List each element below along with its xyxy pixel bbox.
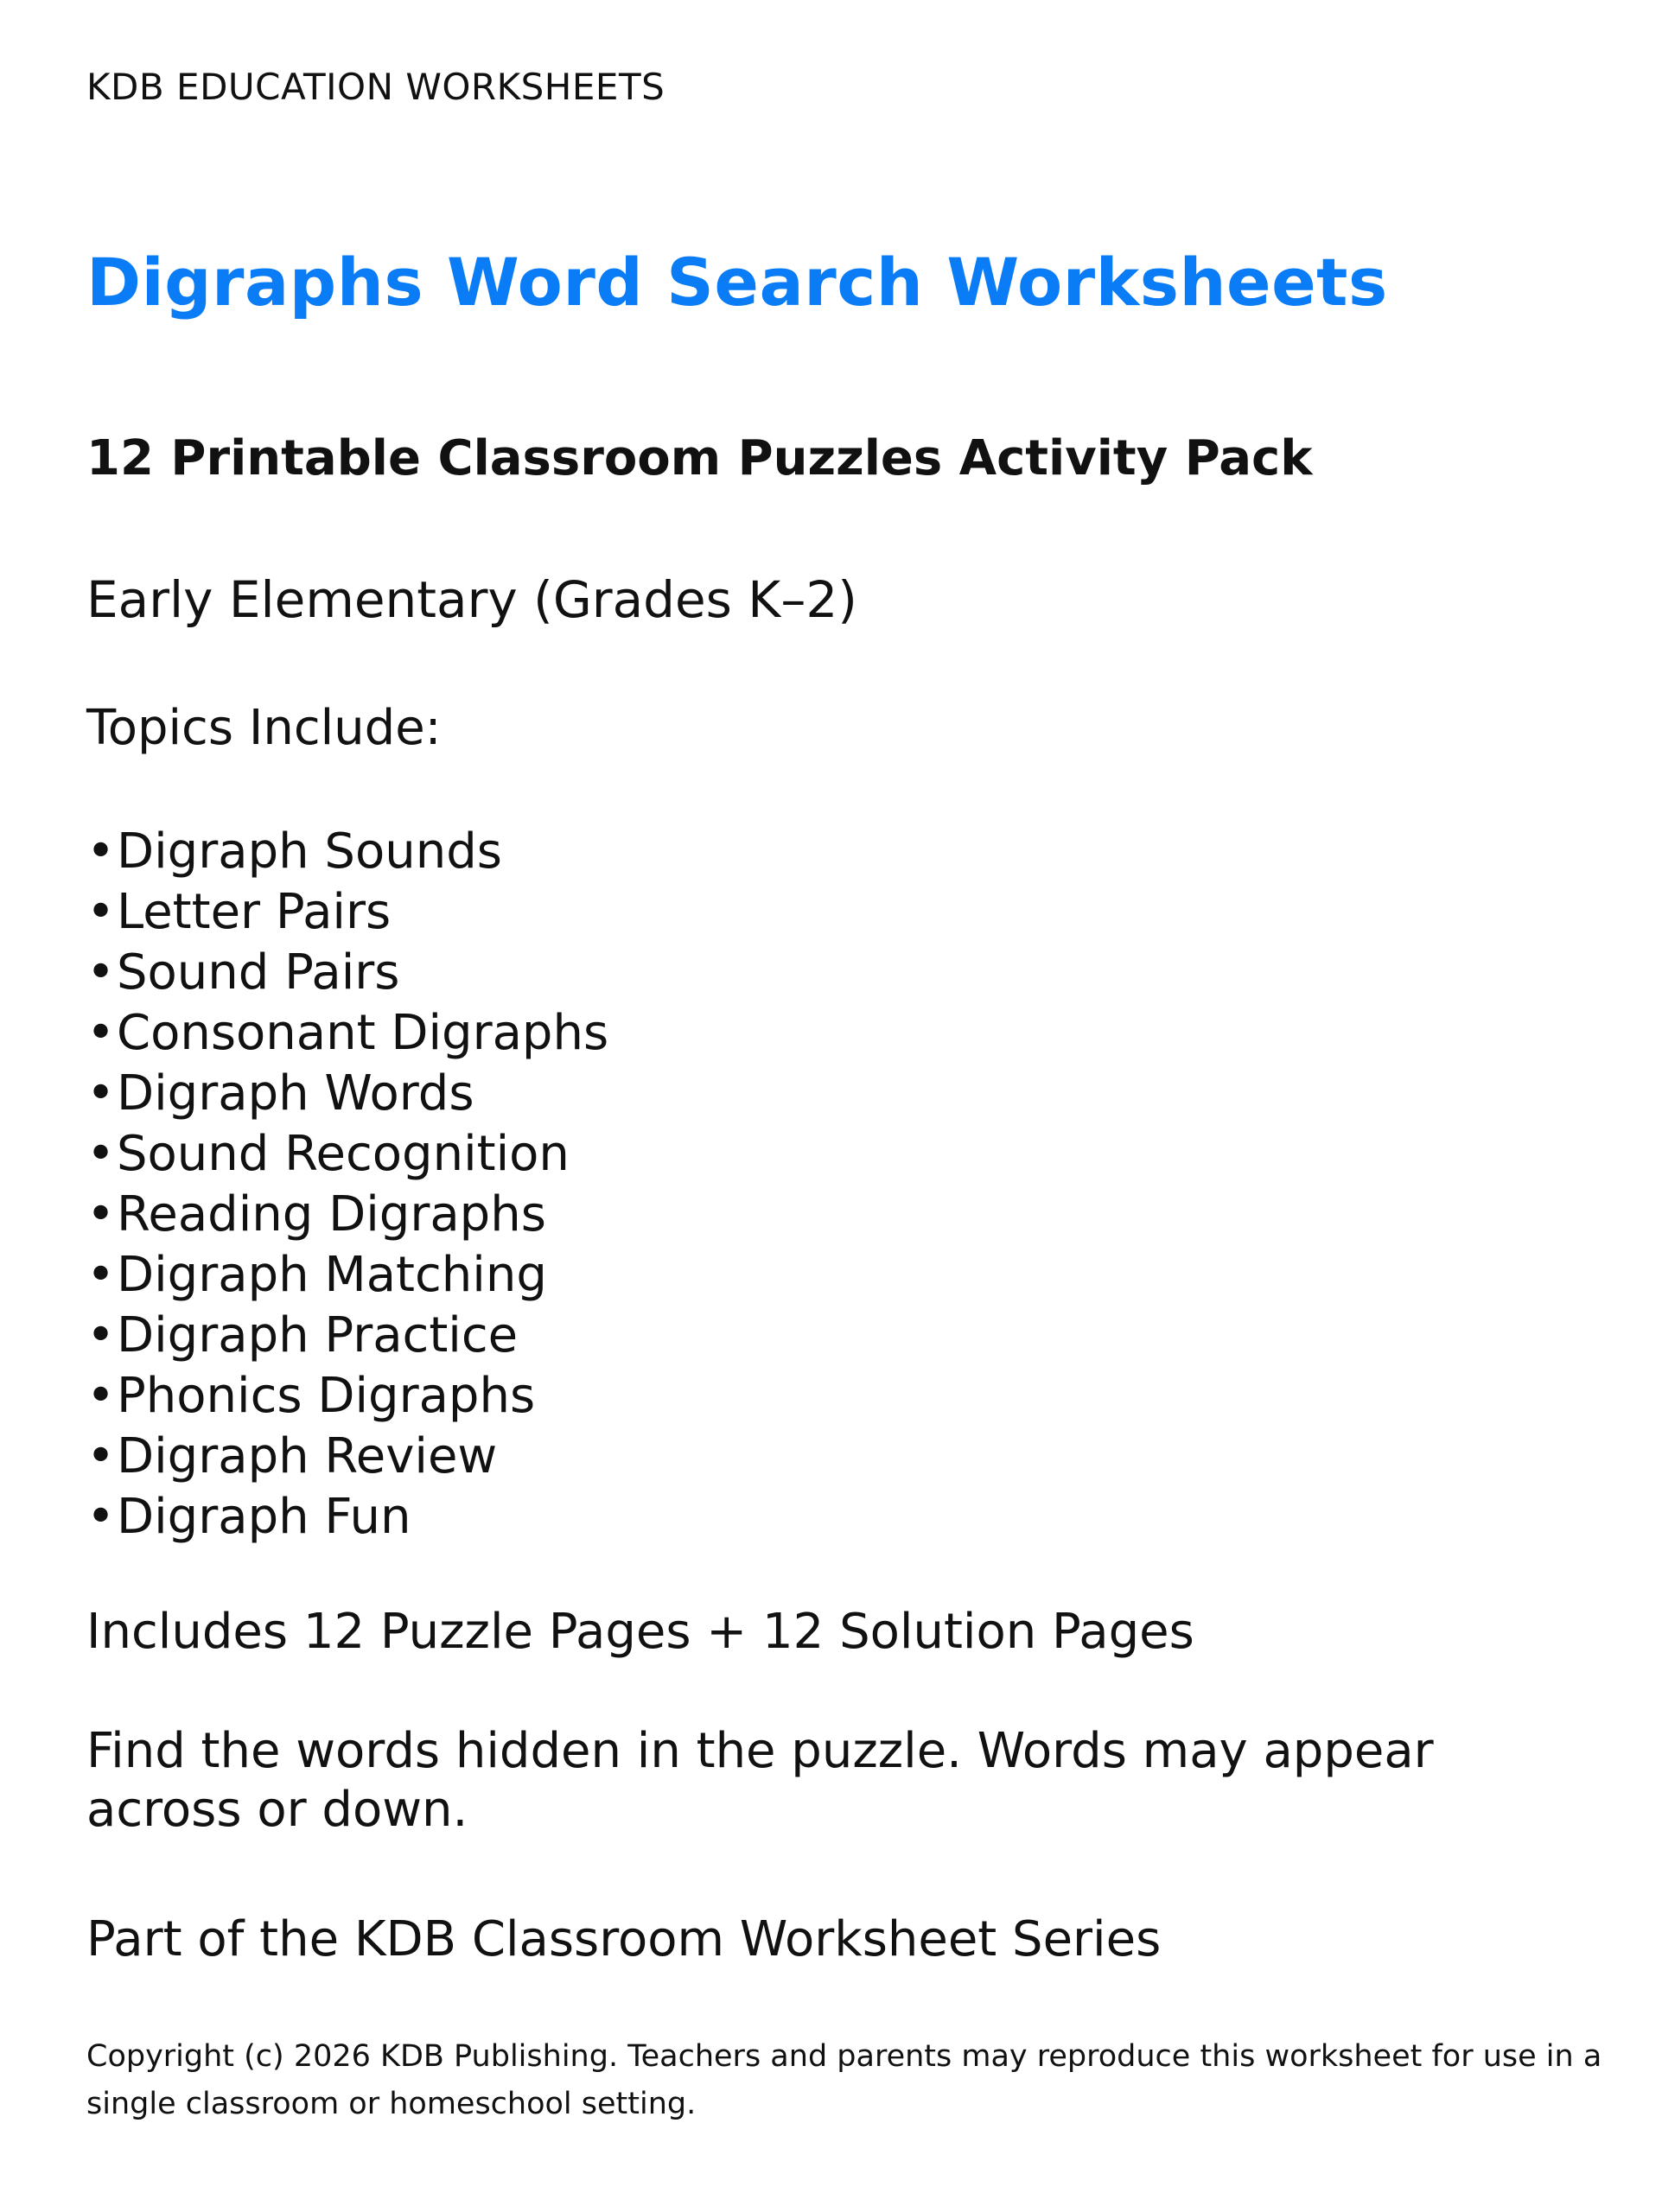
topic-item [86, 1487, 608, 1548]
topic-label: Consonant Digraphs [117, 1005, 609, 1061]
topic-label: Phonics Digraphs [117, 1368, 536, 1424]
topic-item [86, 1124, 608, 1185]
topic-item [86, 1003, 608, 1064]
copyright-notice: Copyright (c) 2026 KDB Publishing. Teachers and parents may reproduce this worksheet for use in a single classroom or homeschool setting. [86, 2039, 1602, 2121]
topic-item [86, 882, 608, 943]
topic-item [86, 1427, 608, 1487]
instructions-text: Find the words hidden in the puzzle. Words may appear across or down. [86, 1723, 1434, 1838]
page-subtitle: 12 Printable Classroom Puzzles Activity Pack [86, 430, 1313, 486]
series-note: Part of the KDB Classroom Worksheet Series [86, 1911, 1162, 1967]
topic-label: Digraph Practice [117, 1307, 519, 1363]
topic-label: Digraph Matching [117, 1247, 547, 1303]
topic-item [86, 822, 608, 882]
topic-label: Sound Recognition [117, 1126, 570, 1182]
topic-label: Reading Digraphs [117, 1186, 546, 1243]
topic-label: Digraph Fun [117, 1489, 411, 1545]
page-title: Digraphs Word Search Worksheets [86, 244, 1388, 321]
topic-item [86, 1064, 608, 1124]
publisher-header: KDB EDUCATION WORKSHEETS [86, 66, 665, 108]
grade-level: Early Elementary (Grades K–2) [86, 570, 857, 629]
topic-label: Letter Pairs [117, 884, 392, 940]
topic-label: Digraph Review [117, 1428, 498, 1484]
topic-item [86, 1245, 608, 1306]
topic-item [86, 1306, 608, 1366]
topic-label: Digraph Sounds [117, 823, 502, 880]
topics-list [86, 822, 608, 1548]
includes-note: Includes 12 Puzzle Pages + 12 Solution Pages [86, 1604, 1194, 1660]
topic-item [86, 943, 608, 1003]
topics-heading: Topics Include: [86, 700, 442, 756]
topic-label: Sound Pairs [117, 944, 400, 1001]
topic-item [86, 1366, 608, 1427]
topic-item [86, 1185, 608, 1245]
topic-label: Digraph Words [117, 1065, 474, 1122]
